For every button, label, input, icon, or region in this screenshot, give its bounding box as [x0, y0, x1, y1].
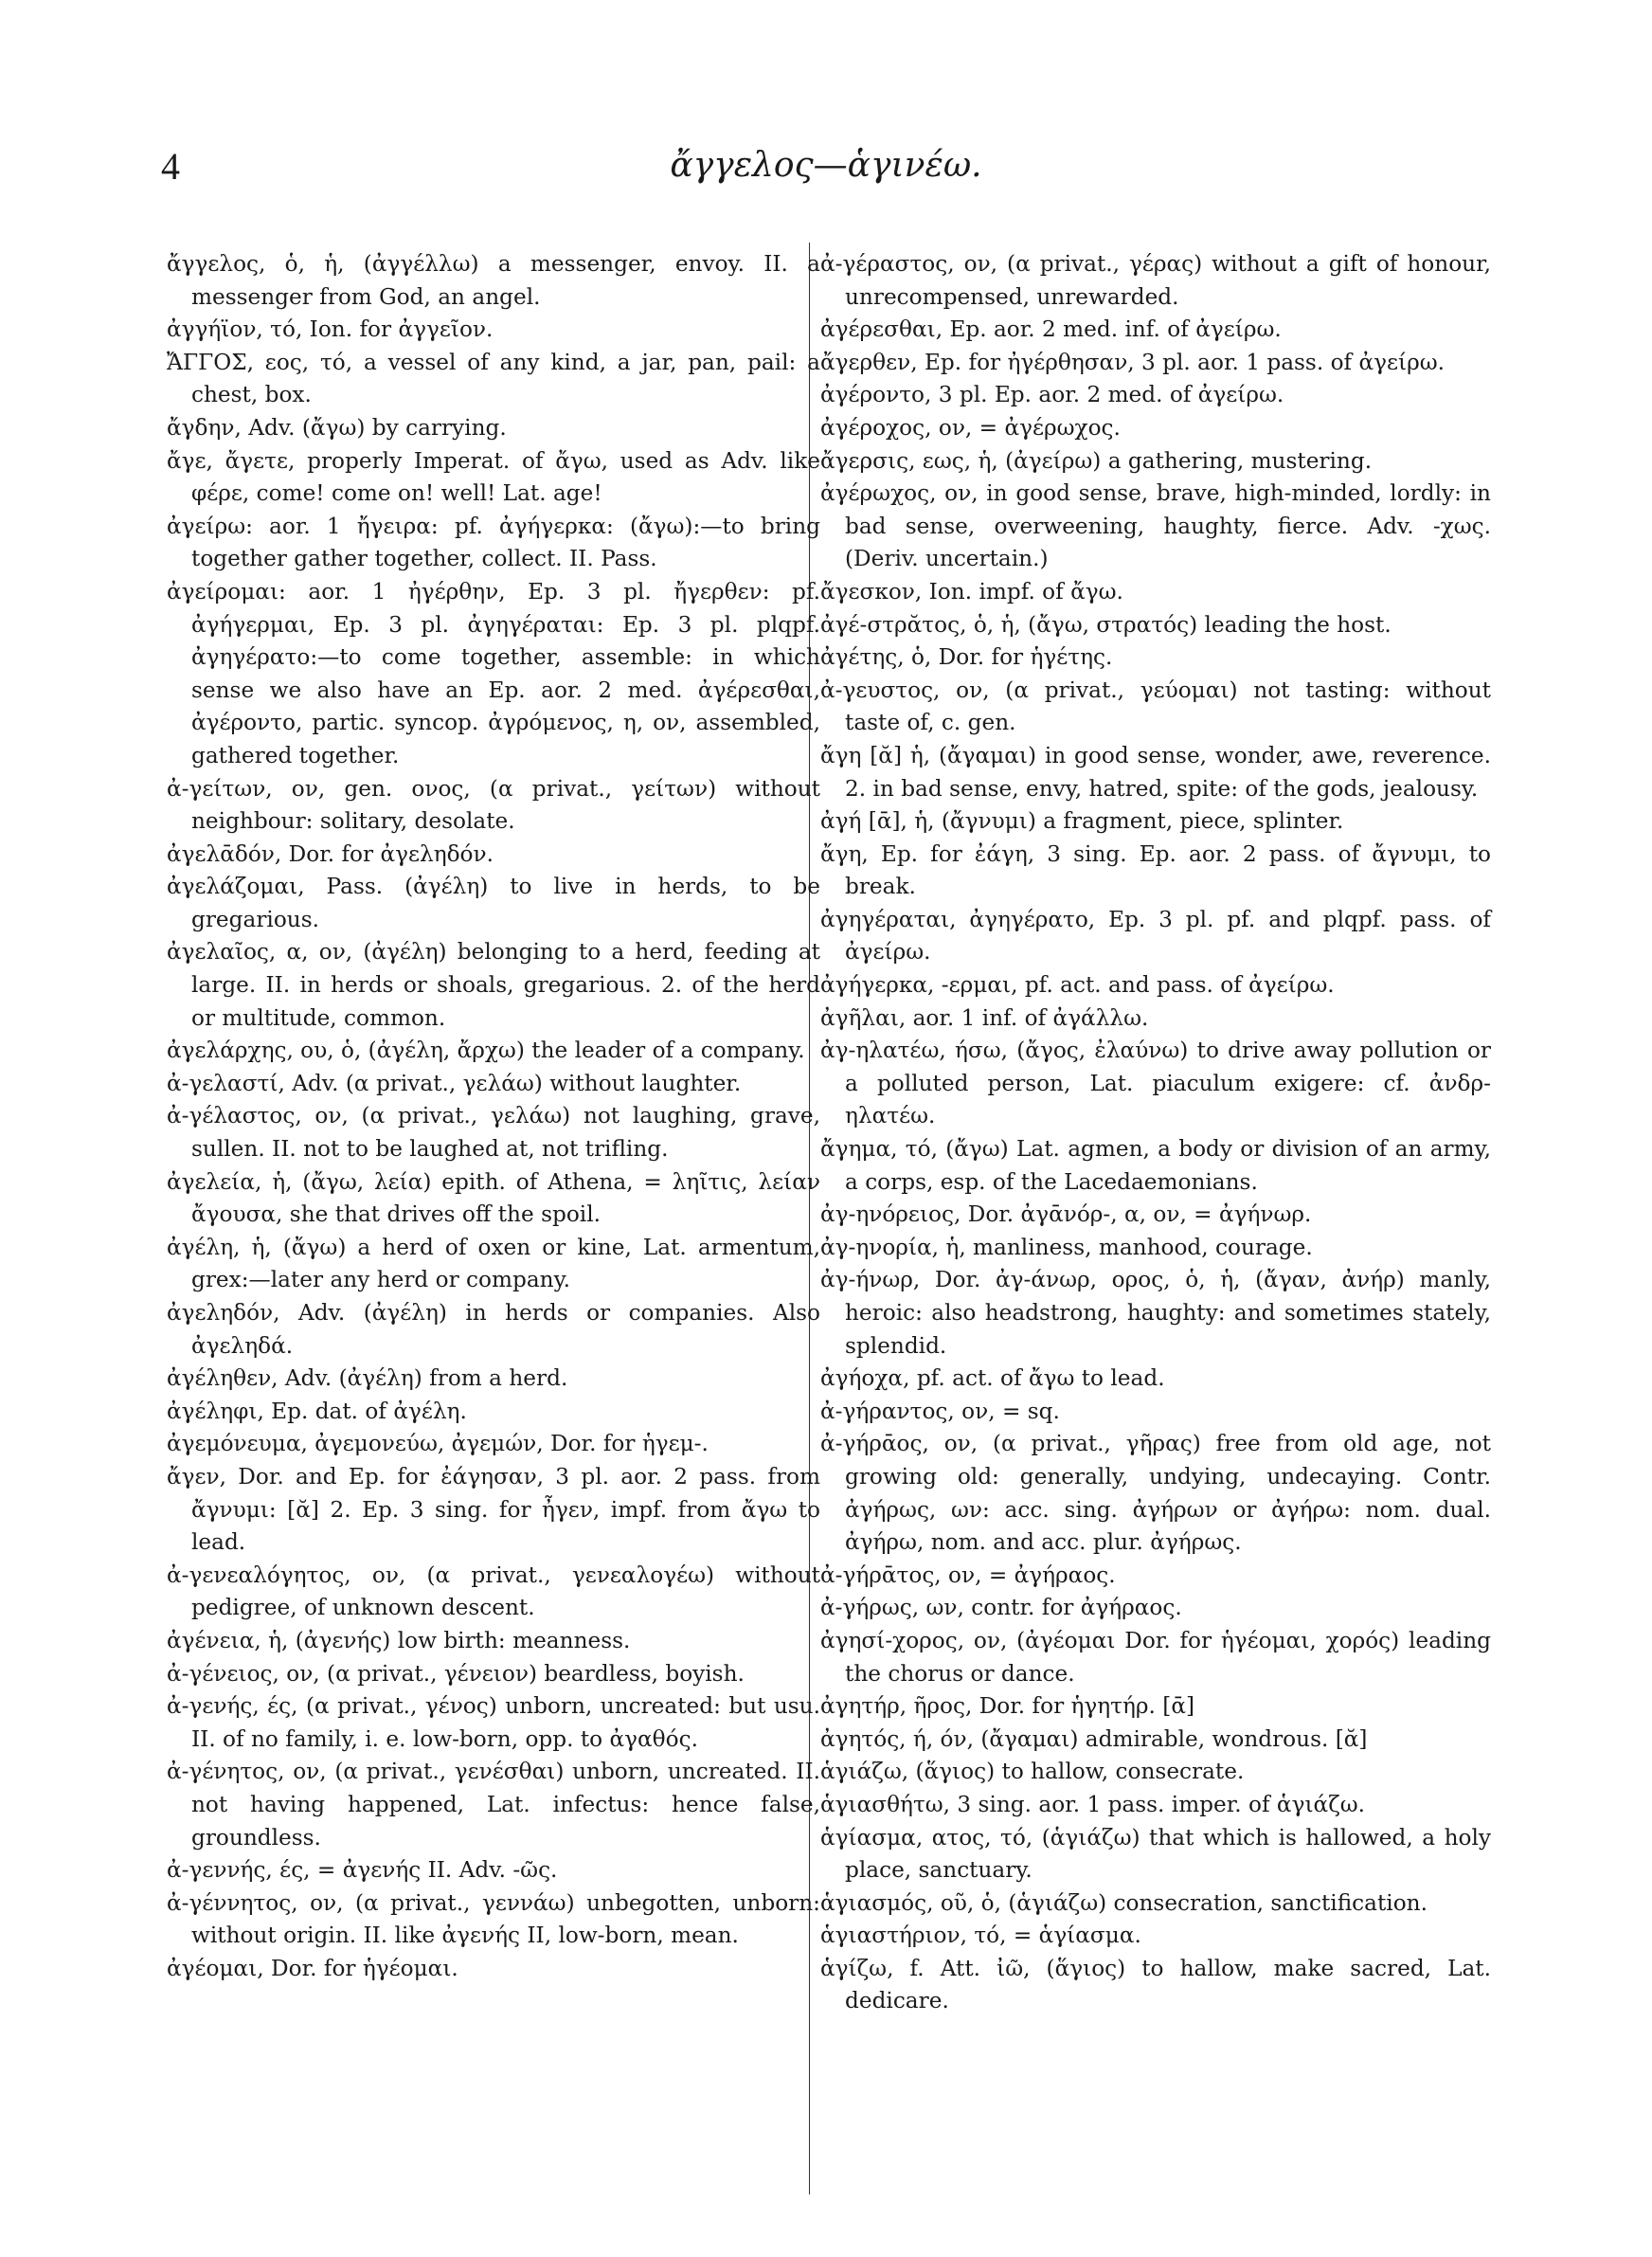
dictionary-entry: ἁγιασθήτω, 3 sing. aor. 1 pass. imper. of ἁγιάζω.	[820, 1791, 1366, 1817]
dictionary-entry: ἁγιαστήριον, τό, = ἁγίασμα.	[820, 1923, 1141, 1949]
dictionary-entry: ἀ-γέλαστος, ον, (α privat., γελάω) not laughing, grave, sullen. II. not to be laughed at, not trifling.	[167, 1103, 820, 1163]
right-column	[820, 248, 1491, 2018]
dictionary-entry: ἀ-γένειος, ον, (α privat., γένειον) beardless, boyish.	[167, 1660, 745, 1687]
dictionary-entry: ἀγείρω: aor. 1 ἤγειρα: pf. ἀγήγερκα: (ἄγω):—to bring together gather together, collect. II. Pass.	[167, 513, 820, 572]
dictionary-entry: ἀγητός, ή, όν, (ἄγαμαι) admirable, wondrous. [ᾰ]	[820, 1725, 1368, 1752]
dictionary-entry: ἄγερθεν, Ep. for ἠγέρθησαν, 3 pl. aor. 1 pass. of ἀγείρω.	[820, 349, 1446, 375]
dictionary-entry: ἀ-γήραντος, ον, = sq.	[820, 1398, 1060, 1424]
left-column	[167, 248, 820, 1985]
dictionary-entry: ἀγήγερκα, -ερμαι, pf. act. and pass. of ἀγείρω.	[820, 972, 1335, 999]
dictionary-entry: ἀγ-ηνόρειος, Dor. ἀγᾱνόρ-, α, ον, = ἀγήνωρ.	[820, 1201, 1312, 1228]
dictionary-entry: ἀγή [ᾱ], ἡ, (ἄγνυμι) a fragment, piece, splinter.	[820, 808, 1344, 835]
dictionary-entry: ἀγέληθεν, Adv. (ἀγέλη) from a herd.	[167, 1365, 568, 1392]
dictionary-entry: ἀγῆλαι, aor. 1 inf. of ἀγάλλω.	[820, 1004, 1149, 1031]
dictionary-entry: ἀγεληδόν, Adv. (ἀγέλη) in herds or companies. Also ἀγεληδά.	[167, 1300, 820, 1359]
running-head: ἄγγελος—ἁγινέω.	[670, 146, 982, 185]
dictionary-entry: ἀγελεία, ἡ, (ἄγω, λεία) epith. of Athena, = ληῖτις, λείαν ἄγουσα, she that drives off the spoil.	[167, 1168, 820, 1228]
dictionary-entry: ἄγη, Ep. for ἐάγη, 3 sing. Ep. aor. 2 pass. of ἄγνυμι, to break.	[820, 840, 1491, 900]
dictionary-entry: ἀγ-ηνορία, ἡ, manliness, manhood, courage.	[820, 1234, 1313, 1260]
dictionary-entry: ἀ-γήρᾱτος, ον, = ἀγήραος.	[820, 1562, 1116, 1588]
dictionary-entry: ἄγεν, Dor. and Ep. for ἐάγησαν, 3 pl. aor. 2 pass. from ἄγνυμι: [ᾰ] 2. Ep. 3 sing. for ἦγεν, impf. from ἄγω to lead.	[167, 1463, 820, 1556]
dictionary-entry: ἀγέλη, ἡ, (ἄγω) a herd of oxen or kine, Lat. armentum, grex:—later any herd or company.	[167, 1234, 820, 1293]
dictionary-entry: ἄγερσις, εως, ἡ, (ἀγείρω) a gathering, mustering.	[820, 447, 1373, 474]
dictionary-entry: ἀ-γέραστος, ον, (α privat., γέρας) without a gift of honour, unrecompensed, unrewarded.	[820, 251, 1491, 310]
dictionary-entry: ἀγ-ηλατέω, ήσω, (ἄγος, ἐλαύνω) to drive away pollution or a polluted person, Lat. piaculum exigere: cf. ἀνδρ-ηλατέω.	[820, 1038, 1491, 1129]
dictionary-entry: ἀγέρωχος, ον, in good sense, brave, high-minded, lordly: in bad sense, overweening, haughty, fierce. Adv. -χως. (Deriv. uncertain.)	[820, 480, 1491, 572]
dictionary-entry: ἀγέροντο, 3 pl. Ep. aor. 2 med. of ἀγείρω.	[820, 382, 1284, 408]
dictionary-entry: ἀγέ-στρᾰτος, ὁ, ἡ, (ἄγω, στρατός) leading the host.	[820, 611, 1392, 638]
dictionary-entry: ἀγέομαι, Dor. for ἡγέομαι.	[167, 1955, 458, 1981]
dictionary-entry: ἀγέτης, ὁ, Dor. for ἡγέτης.	[820, 644, 1113, 671]
dictionary-entry: ἁγιάζω, (ἅγιος) to hallow, consecrate.	[820, 1759, 1245, 1785]
dictionary-entry: ἀ-γήρᾱος, ον, (α privat., γῆρας) free from old age, not growing old: generally, undying, undecaying. Contr. ἀγήρως, ων: acc. sing. ἀγήρων or ἀγήρω: nom. dual. ἀγήρω, nom. and acc. plur. ἀγήρως.	[820, 1431, 1491, 1556]
dictionary-entry: ἄγη [ᾰ] ἡ, (ἄγαμαι) in good sense, wonder, awe, reverence. 2. in bad sense, envy, hatred, spite: of the gods, jealousy.	[820, 742, 1491, 802]
dictionary-entry: ἀ-γενής, ές, (α privat., γένος) unborn, uncreated: but usu. II. of no family, i. e. low-born, opp. to ἀγαθός.	[167, 1693, 820, 1752]
dictionary-entry: ἀ-γήρως, ων, contr. for ἀγήραος.	[820, 1595, 1182, 1621]
dictionary-entry: ἀ-γέννητος, ον, (α privat., γεννάω) unbegotten, unborn: without origin. II. like ἀγενής II, low-born, mean.	[167, 1889, 820, 1949]
dictionary-entry: ἀγένεια, ἡ, (ἀγενής) low birth: meanness.	[167, 1627, 631, 1653]
dictionary-entry: ἀγέρεσθαι, Ep. aor. 2 med. inf. of ἀγείρω.	[820, 316, 1282, 343]
dictionary-entry: ἄγγελος, ὁ, ἡ, (ἀγγέλλω) a messenger, envoy. II. a messenger from God, an angel.	[167, 251, 820, 310]
dictionary-entry: ἀ-γενεαλόγητος, ον, (α privat., γενεαλογέω) without pedigree, of unknown descent.	[167, 1562, 820, 1621]
dictionary-entry: ἀ-γελαστί, Adv. (α privat., γελάω) without laughter.	[167, 1070, 742, 1096]
dictionary-entry: ἀγελᾱδόν, Dor. for ἀγεληδόν.	[167, 840, 494, 867]
dictionary-entry: ἄγημα, τό, (ἄγω) Lat. agmen, a body or division of an army, a corps, esp. of the Lacedaemonians.	[820, 1136, 1491, 1195]
dictionary-entry: ἀγητήρ, ῆρος, Dor. for ἡγητήρ. [ᾱ]	[820, 1693, 1195, 1720]
dictionary-entry: ἀγεμόνευμα, ἀγεμονεύω, ἀγεμών, Dor. for ἡγεμ-.	[167, 1431, 709, 1457]
dictionary-entry: ἀγελαῖος, α, ον, (ἀγέλη) belonging to a herd, feeding at large. II. in herds or shoals, gregarious. 2. of the herd or multitude, common.	[167, 939, 820, 1031]
dictionary-entry: ἀγγήϊον, τό, Ion. for ἀγγεῖον.	[167, 316, 494, 343]
dictionary-entry: ἀ-γευστος, ον, (α privat., γεύομαι) not tasting: without taste of, c. gen.	[820, 677, 1491, 736]
dictionary-entry: ἀγέληφι, Ep. dat. of ἀγέλη.	[167, 1398, 467, 1424]
dictionary-entry: ἀγείρομαι: aor. 1 ἠγέρθην, Ep. 3 pl. ἤγερθεν: pf. ἀγήγερμαι, Ep. 3 pl. ἀγηγέραται: Ep. 3 pl. plqpf. ἀγηγέρατο:—to come together, assemble: in which sense we also have an Ep. aor. 2 med. ἀγέρεσθαι, ἀγέροντο, partic. syncop. ἀγρόμενος, η, ον, assembled, gathered together.	[167, 578, 820, 768]
dictionary-entry: ἄγε, ἄγετε, properly Imperat. of ἄγω, used as Adv. like φέρε, come! come on! well! Lat. age!	[167, 447, 820, 507]
dictionary-entry: ἀ-γένητος, ον, (α privat., γενέσθαι) unborn, uncreated. II. not having happened, Lat. infectus: hence false, groundless.	[167, 1759, 820, 1851]
dictionary-entry: ἌΓΓΟΣ, εος, τό, a vessel of any kind, a jar, pan, pail: a chest, box.	[167, 349, 820, 408]
dictionary-entry: ἁγιασμός, οῦ, ὁ, (ἁγιάζω) consecration, sanctification.	[820, 1889, 1428, 1916]
dictionary-entry: ἀγήοχα, pf. act. of ἄγω to lead.	[820, 1365, 1165, 1392]
dictionary-entry: ἀγελάζομαι, Pass. (ἀγέλη) to live in herds, to be gregarious.	[167, 874, 820, 932]
dictionary-entry: ἄγεσκον, Ion. impf. of ἄγω.	[820, 578, 1123, 605]
dictionary-entry: ἀγέροχος, ον, = ἀγέρωχος.	[820, 414, 1121, 441]
dictionary-entry: ἁγίζω, f. Att. ἰῶ, (ἅγιος) to hallow, make sacred, Lat. dedicare.	[820, 1955, 1491, 2014]
dictionary-entry: ἀ-γεννής, ές, = ἀγενής II. Adv. -ῶς.	[167, 1857, 558, 1884]
dictionary-entry: ἀγελάρχης, ου, ὁ, (ἀγέλη, ἄρχω) the leader of a company.	[167, 1038, 805, 1064]
dictionary-entry: ἀγηγέραται, ἀγηγέρατο, Ep. 3 pl. pf. and plqpf. pass. of ἀγείρω.	[820, 906, 1491, 966]
dictionary-entry: ἄγδην, Adv. (ἄγω) by carrying.	[167, 414, 507, 441]
dictionary-entry: ἀγ-ήνωρ, Dor. ἀγ-άνωρ, ορος, ὁ, ἡ, (ἄγαν, ἀνήρ) manly, heroic: also headstrong, haughty: and sometimes stately, splendid.	[820, 1267, 1491, 1359]
dictionary-entry: ἀγησί-χορος, ον, (ἀγέομαι Dor. for ἡγέομαι, χορός) leading the chorus or dance.	[820, 1627, 1491, 1687]
dictionary-entry: ἀ-γείτων, ον, gen. ονος, (α privat., γείτων) without neighbour: solitary, desolate.	[167, 775, 820, 835]
page-number: 4	[161, 145, 180, 188]
dictionary-entry: ἁγίασμα, ατος, τό, (ἁγιάζω) that which is hallowed, a holy place, sanctuary.	[820, 1824, 1491, 1884]
